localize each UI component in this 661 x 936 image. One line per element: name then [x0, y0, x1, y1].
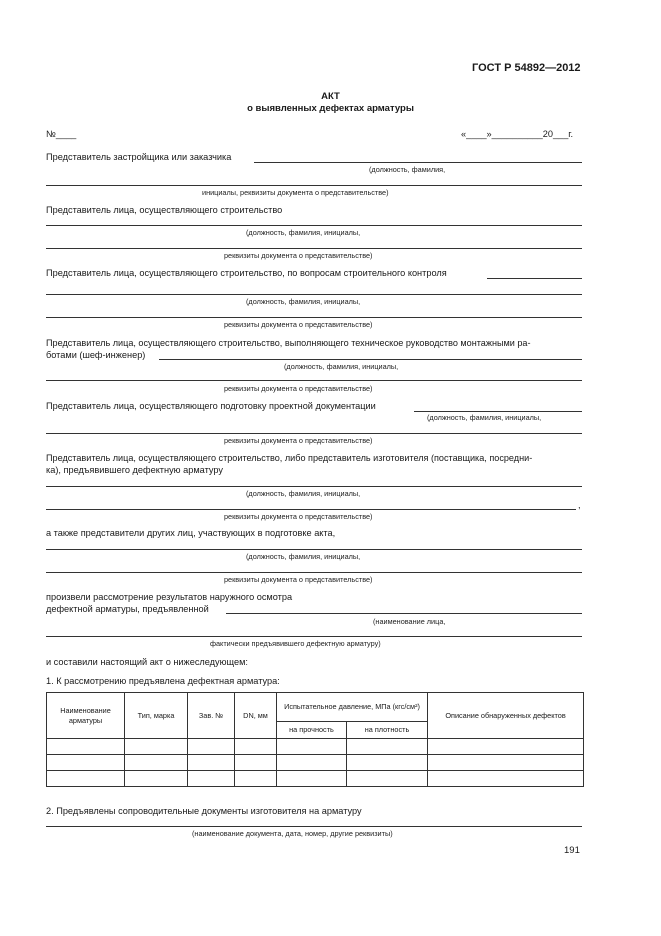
- table-cell[interactable]: [125, 771, 188, 787]
- hint-text: (должность, фамилия, инициалы,: [246, 228, 361, 237]
- manufacturer-representative-label-cont: ка), предъявившего дефектную арматуру: [46, 465, 223, 475]
- input-line[interactable]: [46, 185, 582, 186]
- input-line[interactable]: [46, 225, 582, 226]
- col-header-pressure: Испытательное давление, МПа (кгс/см²): [277, 693, 428, 722]
- table-cell[interactable]: [347, 755, 428, 771]
- hint-text: реквизиты документа о представительстве): [224, 436, 373, 445]
- table-cell[interactable]: [47, 739, 125, 755]
- table-cell[interactable]: [347, 739, 428, 755]
- input-line[interactable]: [46, 509, 576, 510]
- hint-text: (должность, фамилия, инициалы,: [427, 413, 542, 422]
- hint-text: (должность, фамилия,: [369, 165, 446, 174]
- input-line[interactable]: [487, 278, 582, 279]
- standard-header: ГОСТ Р 54892—2012: [472, 62, 581, 74]
- table-cell[interactable]: [188, 755, 235, 771]
- chief-engineer-label: Представитель лица, осуществляющего строительство, выполняющего техническое руководство монтажными ра-: [46, 338, 531, 348]
- other-representatives-label: а также представители других лиц, участвующих в подготовке акта,: [46, 528, 336, 538]
- hint-text: реквизиты документа о представительстве): [224, 575, 373, 584]
- table-cell[interactable]: [428, 739, 584, 755]
- developer-representative-label: Представитель застройщика или заказчика: [46, 152, 232, 162]
- col-header-defects: Описание обнаруженных дефектов: [428, 693, 584, 739]
- document-title: АКТ: [321, 91, 340, 102]
- hint-text: (наименование лица,: [373, 617, 446, 626]
- inspection-label-cont: дефектной арматуры, предъявленной: [46, 604, 209, 614]
- col-header-density: на плотность: [347, 722, 428, 739]
- hint-text: фактически предъявившего дефектную арматуру): [210, 639, 381, 648]
- hint-text: (должность, фамилия, инициалы,: [284, 362, 399, 371]
- input-line[interactable]: [46, 572, 582, 573]
- input-line[interactable]: [226, 613, 582, 614]
- input-line[interactable]: [46, 826, 582, 827]
- table-cell[interactable]: [235, 771, 277, 787]
- input-line[interactable]: [46, 294, 582, 295]
- hint-text: (должность, фамилия, инициалы,: [246, 552, 361, 561]
- input-line[interactable]: [46, 317, 582, 318]
- hint-text: (должность, фамилия, инициалы,: [246, 489, 361, 498]
- col-header-name: Наименование арматуры: [47, 693, 125, 739]
- table-cell[interactable]: [277, 739, 347, 755]
- inspection-label: произвели рассмотрение результатов наружного осмотра: [46, 592, 293, 602]
- document-subtitle: о выявленных дефектах арматуры: [247, 103, 414, 114]
- input-line[interactable]: [159, 359, 582, 360]
- input-line[interactable]: [46, 486, 582, 487]
- developer-representative-line[interactable]: [254, 162, 582, 163]
- construction-control-label: Представитель лица, осуществляющего строительство, по вопросам строительного контроля: [46, 268, 447, 278]
- table-cell[interactable]: [125, 755, 188, 771]
- builder-representative-label: Представитель лица, осуществляющего строительство: [46, 205, 283, 215]
- input-line[interactable]: [46, 248, 582, 249]
- item-1-label: 1. К рассмотрению предъявлена дефектная арматура:: [46, 676, 280, 686]
- table-cell[interactable]: [428, 755, 584, 771]
- input-line[interactable]: [46, 433, 582, 434]
- hint-text: реквизиты документа о представительстве): [224, 512, 373, 521]
- col-header-dn: DN, мм: [235, 693, 277, 739]
- table-cell[interactable]: [188, 771, 235, 787]
- table-cell[interactable]: [47, 755, 125, 771]
- input-line[interactable]: [414, 411, 582, 412]
- hint-text: реквизиты документа о представительстве): [224, 384, 373, 393]
- input-line[interactable]: [46, 549, 582, 550]
- table-row[interactable]: [47, 755, 584, 771]
- table-cell[interactable]: [277, 771, 347, 787]
- hint-text: реквизиты документа о представительстве): [224, 251, 373, 260]
- table-row[interactable]: [47, 771, 584, 787]
- defective-valves-table: [46, 692, 584, 787]
- table-cell[interactable]: [428, 771, 584, 787]
- col-header-type: Тип, марка: [125, 693, 188, 739]
- table-cell[interactable]: [125, 739, 188, 755]
- item-2-label: 2. Предъявлены сопроводительные документы изготовителя на арматуру: [46, 806, 362, 816]
- table-cell[interactable]: [347, 771, 428, 787]
- manufacturer-representative-label: Представитель лица, осуществляющего строительство, либо представитель изготовителя (поставщика, посредни-: [46, 453, 533, 463]
- col-header-strength: на прочность: [277, 722, 347, 739]
- table-cell[interactable]: [188, 739, 235, 755]
- trailing-comma: ,: [578, 500, 581, 510]
- act-number-field[interactable]: №____: [46, 129, 77, 139]
- table-row[interactable]: [47, 739, 584, 755]
- hint-text: реквизиты документа о представительстве): [224, 320, 373, 329]
- table-cell[interactable]: [235, 739, 277, 755]
- input-line[interactable]: [46, 636, 582, 637]
- table-cell[interactable]: [47, 771, 125, 787]
- hint-text: (наименование документа, дата, номер, другие реквизиты): [192, 829, 393, 838]
- input-line[interactable]: [46, 380, 582, 381]
- design-documentation-label: Представитель лица, осуществляющего подготовку проектной документации: [46, 401, 376, 411]
- chief-engineer-label-cont: ботами (шеф-инженер): [46, 350, 146, 360]
- col-header-serial: Зав. №: [188, 693, 235, 739]
- hint-text: (должность, фамилия, инициалы,: [246, 297, 361, 306]
- page-number: 191: [564, 845, 580, 856]
- table-cell[interactable]: [277, 755, 347, 771]
- act-statement-label: и составили настоящий акт о нижеследующем:: [46, 657, 248, 667]
- hint-text: инициалы, реквизиты документа о представительстве): [202, 188, 389, 197]
- act-date-field[interactable]: «____»__________20___г.: [461, 129, 574, 139]
- table-cell[interactable]: [235, 755, 277, 771]
